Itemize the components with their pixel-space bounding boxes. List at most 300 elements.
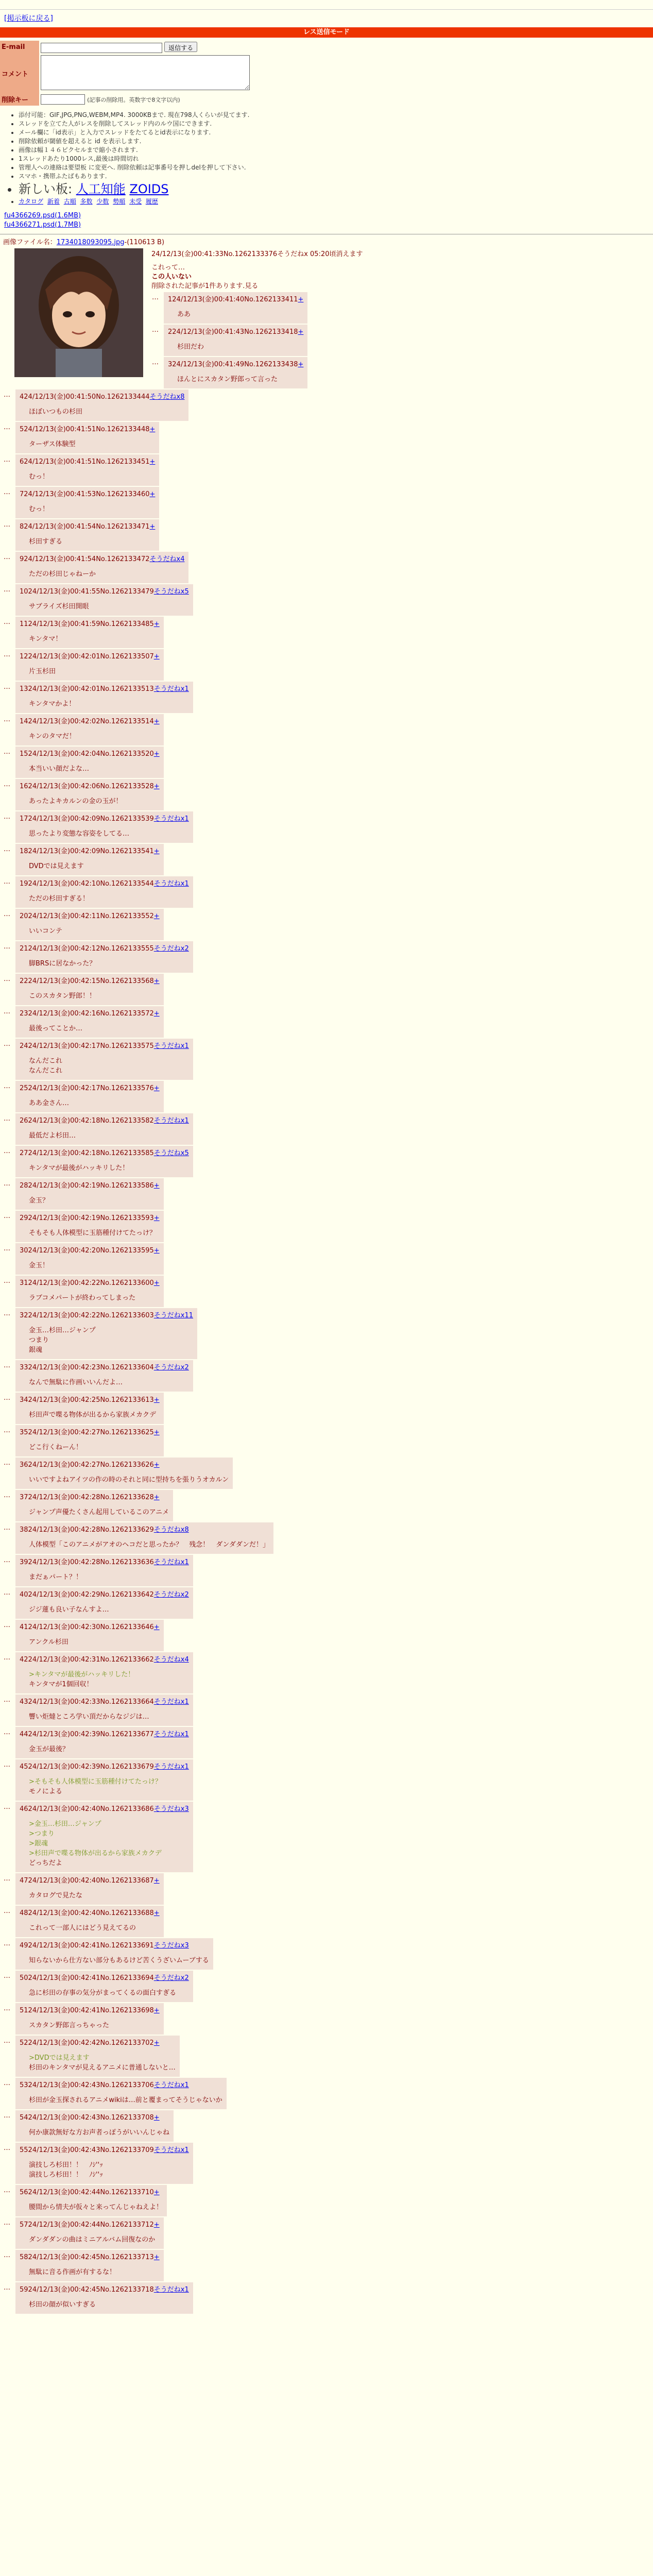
reply-row	[3, 1178, 164, 1210]
reply-number: 35	[20, 1428, 28, 1436]
reply-indent: …	[4, 877, 10, 886]
reply-timestamp-no[interactable]: 24/12/13(金)00:41:54No.1262133471	[24, 522, 150, 531]
reply-post	[15, 1360, 193, 1392]
reply-post	[15, 2217, 164, 2249]
reply-number: 31	[20, 1279, 28, 1287]
sodane-button[interactable]: そうだねx1	[153, 1558, 189, 1566]
reply-post	[15, 1308, 197, 1359]
sodane-button[interactable]: +	[153, 912, 160, 920]
reply-indent: …	[4, 1653, 10, 1662]
reply-meta	[20, 488, 155, 498]
reply-meta	[20, 1803, 189, 1813]
reply-row	[3, 2143, 193, 2184]
sodane-button[interactable]: +	[298, 295, 304, 303]
reply-meta	[20, 1524, 269, 1534]
reply-list	[3, 292, 650, 2314]
reply-meta	[20, 943, 189, 953]
reply-row	[3, 1694, 193, 1726]
sodane-button[interactable]: +	[153, 1493, 160, 1501]
sodane-button[interactable]: そうだねx1	[153, 879, 189, 888]
reply-timestamp-no[interactable]: 24/12/13(金)00:42:17No.1262133575	[28, 1042, 154, 1050]
reply-body	[29, 1604, 189, 1614]
reply-timestamp-no[interactable]: 24/12/13(金)00:41:49No.1262133438	[172, 360, 298, 368]
reply-timestamp-no[interactable]: 24/12/13(金)00:42:18No.1262133582	[28, 1116, 154, 1125]
sodane-button[interactable]: +	[298, 328, 304, 336]
reply-meta	[20, 1362, 189, 1371]
reply-timestamp-no[interactable]: 24/12/13(金)00:42:30No.1262133646	[28, 1623, 154, 1631]
sodane-button[interactable]: そうだねx1	[153, 815, 189, 823]
reply-post	[15, 454, 159, 486]
op-thumbnail-image[interactable]	[14, 248, 143, 377]
reply-post	[15, 779, 164, 810]
reply-timestamp-no[interactable]: 24/12/13(金)00:41:59No.1262133485	[28, 620, 154, 628]
reply-body	[29, 1227, 160, 1237]
sodane-button[interactable]: そうだねx2	[153, 1974, 189, 1982]
uploaded-file-link[interactable]: fu4366269.psd(1.6MB)	[4, 211, 81, 219]
reply-timestamp-no[interactable]: 24/12/13(金)00:42:06No.1262133528	[28, 782, 154, 790]
reply-line: 杉田すぎる	[29, 537, 63, 546]
op-file-link[interactable]: 1734018093095.jpg	[56, 238, 125, 246]
reply-meta	[20, 618, 160, 628]
reply-number: 4	[20, 393, 24, 401]
reply-timestamp-no[interactable]: 24/12/13(金)00:42:29No.1262133642	[28, 1590, 154, 1599]
reply-timestamp-no[interactable]: 24/12/13(金)00:41:43No.1262133418	[172, 328, 298, 336]
reply-line: ダンダダンの曲はミニアルバム回復なのか	[29, 2235, 156, 2244]
sodane-button[interactable]: そうだねx1	[153, 1042, 189, 1050]
catalog-link[interactable]: カタログ	[19, 197, 44, 205]
reply-timestamp-no[interactable]: 24/12/13(金)00:41:53No.1262133460	[24, 490, 150, 498]
reply-body	[29, 1539, 269, 1549]
sodane-button[interactable]: そうだねx1	[153, 1116, 189, 1125]
reply-meta	[20, 1589, 189, 1599]
reply-post	[15, 1873, 164, 1905]
reply-timestamp-no[interactable]: 24/12/13(金)00:41:54No.1262133472	[24, 555, 150, 563]
reply-number: 50	[20, 1974, 28, 1982]
reply-body	[29, 698, 189, 708]
reply-number: 18	[20, 847, 28, 855]
reply-body	[29, 1195, 160, 1205]
reply-row	[3, 974, 164, 1005]
reply-row	[3, 389, 188, 421]
sodane-button[interactable]: そうだねx1	[153, 2081, 189, 2089]
reply-indent: …	[4, 1803, 10, 1811]
reply-timestamp-no[interactable]: 24/12/13(金)00:42:09No.1262133539	[28, 815, 154, 823]
reply-indent: …	[4, 1179, 10, 1188]
reply-timestamp-no[interactable]: 24/12/13(金)00:42:45No.1262133713	[28, 2253, 154, 2261]
reply-meta	[20, 1875, 160, 1885]
reply-timestamp-no[interactable]: 24/12/13(金)00:42:42No.1262133702	[28, 2039, 154, 2047]
reply-body	[29, 1776, 189, 1795]
reply-meta	[20, 1940, 209, 1950]
reply-body	[29, 568, 184, 578]
portrait-illustration	[14, 248, 143, 377]
reply-timestamp-no[interactable]: 24/12/13(金)00:42:12No.1262133555	[28, 944, 154, 953]
reply-timestamp-no[interactable]: 24/12/13(金)00:42:01No.1262133507	[28, 652, 154, 660]
reply-line: サブライズ杉田開眼	[29, 602, 89, 611]
reply-number: 26	[20, 1116, 28, 1125]
sodane-button[interactable]: そうだねx1	[153, 1730, 189, 1738]
reply-timestamp-no[interactable]: 24/12/13(金)00:42:28No.1262133628	[28, 1493, 154, 1501]
reply-line: ただの杉田すぎる！	[29, 894, 90, 903]
reply-indent: …	[4, 812, 10, 821]
reply-meta	[20, 2005, 160, 2014]
reply-line: 知らないから仕方ない部分もあるけど苦くうざいムーブする	[29, 1956, 209, 1964]
reply-meta	[20, 391, 184, 401]
reply-indent: …	[4, 2079, 10, 2087]
reply-timestamp-no[interactable]: 24/12/13(金)00:42:31No.1262133662	[28, 1655, 154, 1664]
sodane-button[interactable]: +	[153, 2113, 160, 2122]
sodane-button[interactable]: そうだねx2	[153, 1590, 189, 1599]
reply-body	[29, 1818, 189, 1867]
reply-body	[177, 309, 303, 318]
reply-row	[3, 876, 193, 908]
reply-timestamp-no[interactable]: 24/12/13(金)00:42:28No.1262133636	[28, 1558, 154, 1566]
sodane-button[interactable]: +	[153, 977, 160, 985]
sodane-button[interactable]: そうだねx2	[153, 944, 189, 953]
reply-body	[29, 1711, 189, 1721]
reply-timestamp-no[interactable]: 24/12/13(金)00:42:01No.1262133513	[28, 685, 154, 693]
reply-timestamp-no[interactable]: 24/12/13(金)00:41:50No.1262133444	[24, 393, 150, 401]
reply-indent: …	[4, 715, 10, 723]
reply-body	[29, 1743, 189, 1753]
reply-indent: …	[4, 585, 10, 594]
sodane-button[interactable]: +	[153, 750, 160, 758]
reply-row	[3, 779, 164, 810]
new-board-line	[19, 181, 653, 197]
reply-body	[29, 471, 155, 481]
mode-banner: レス送信モード	[0, 27, 653, 38]
sodane-button[interactable]: +	[153, 652, 160, 660]
new-board-link-zoids[interactable]: ZOIDS	[129, 181, 169, 196]
reply-line: キンタマ！	[29, 635, 62, 643]
sodane-button[interactable]: +	[153, 1909, 160, 1917]
reply-meta	[20, 2187, 163, 2196]
reply-post	[15, 519, 159, 551]
reply-body	[29, 406, 184, 416]
reply-post	[15, 941, 193, 973]
sodane-button[interactable]: +	[153, 782, 160, 790]
reply-timestamp-no[interactable]: 24/12/13(金)00:41:51No.1262133448	[24, 425, 150, 433]
reply-timestamp-no[interactable]: 24/12/13(金)00:42:40No.1262133686	[28, 1805, 154, 1813]
reply-row	[3, 1522, 273, 1554]
reply-post	[15, 1555, 193, 1586]
reply-body	[29, 925, 160, 935]
reply-line: 金玉？	[29, 1196, 49, 1205]
sodane-button[interactable]: +	[153, 1428, 160, 1436]
reply-timestamp-no[interactable]: 24/12/13(金)00:42:20No.1262133595	[28, 1246, 154, 1255]
reply-timestamp-no[interactable]: 24/12/13(金)00:42:04No.1262133520	[28, 750, 154, 758]
sodane-button[interactable]: +	[149, 522, 156, 531]
reply-indent: …	[4, 650, 10, 658]
reply-line: キンのタマだ！	[29, 732, 76, 740]
sodane-button[interactable]: +	[153, 1084, 160, 1092]
comment-textarea[interactable]	[41, 55, 250, 90]
catalog-sort-many[interactable]: 多数	[80, 197, 93, 205]
sodane-button[interactable]: +	[153, 620, 160, 628]
reply-row	[3, 1211, 164, 1242]
sodane-button[interactable]: +	[153, 1876, 160, 1885]
sodane-button[interactable]: +	[153, 1461, 160, 1469]
reply-timestamp-no[interactable]: 24/12/13(金)00:41:55No.1262133479	[28, 587, 154, 596]
reply-timestamp-no[interactable]: 24/12/13(金)00:42:22No.1262133600	[28, 1279, 154, 1287]
reply-indent: …	[4, 2004, 10, 2012]
sodane-button[interactable]: そうだねx1	[153, 1762, 189, 1771]
catalog-history[interactable]: 履歴	[145, 197, 158, 205]
reply-row	[3, 552, 188, 583]
reply-body	[29, 1097, 160, 1107]
reply-number: 56	[20, 2188, 28, 2196]
reply-body	[29, 2299, 189, 2309]
reply-row	[3, 1458, 233, 1489]
reply-timestamp-no[interactable]: 24/12/13(金)00:42:17No.1262133576	[28, 1084, 154, 1092]
reply-row	[3, 1802, 193, 1872]
catalog-sort-old[interactable]: 古順	[63, 197, 76, 205]
reply-meta	[20, 1115, 189, 1125]
delkey-field[interactable]	[41, 94, 85, 105]
uploaded-file-link[interactable]: fu4366271.psd(1.7MB)	[4, 221, 81, 229]
sodane-button[interactable]: +	[153, 1279, 160, 1287]
reply-timestamp-no[interactable]: 24/12/13(金)00:42:15No.1262133568	[28, 977, 154, 985]
sodane-button[interactable]: +	[298, 360, 304, 368]
reply-indent: …	[4, 1556, 10, 1564]
reply-meta	[20, 456, 155, 466]
reply-row	[3, 584, 193, 616]
quote-line: >DVDでは見えます	[29, 2054, 90, 2062]
reply-number: 2	[168, 328, 173, 336]
reply-indent: …	[4, 2111, 10, 2120]
reply-timestamp-no[interactable]: 24/12/13(金)00:42:41No.1262133698	[28, 2006, 154, 2014]
reply-number: 11	[20, 620, 28, 628]
sodane-button[interactable]: +	[153, 2039, 160, 2047]
reply-number: 7	[20, 490, 24, 498]
sodane-button[interactable]: +	[153, 2221, 160, 2229]
reply-post	[15, 1146, 193, 1177]
email-field[interactable]	[41, 43, 162, 53]
op-meta: 24/12/13(金)00:41:33No.1262133376そうだねx 05:20頃消えます	[151, 250, 363, 258]
reply-timestamp-no[interactable]: 24/12/13(金)00:42:43No.1262133706	[28, 2081, 154, 2089]
reply-timestamp-no[interactable]: 24/12/13(金)00:41:51No.1262133451	[24, 457, 150, 466]
sodane-button[interactable]: そうだねx1	[153, 685, 189, 693]
op-deleted-note: 削除された記事が1件あります.見る	[151, 282, 259, 290]
reply-indent: …	[4, 1361, 10, 1369]
sodane-button[interactable]: +	[153, 1214, 160, 1222]
reply-timestamp-no[interactable]: 24/12/13(金)00:42:23No.1262133604	[28, 1363, 154, 1371]
reply-row	[3, 941, 193, 973]
reply-timestamp-no[interactable]: 24/12/13(金)00:42:41No.1262133694	[28, 1974, 154, 1982]
reply-line: どっちだよ	[29, 1859, 62, 1867]
reply-meta	[20, 716, 160, 725]
reply-indent: …	[4, 2186, 10, 2194]
sodane-button[interactable]: そうだねx4	[149, 555, 185, 563]
reply-timestamp-no[interactable]: 24/12/13(金)00:42:19No.1262133593	[28, 1214, 154, 1222]
reply-timestamp-no[interactable]: 24/12/13(金)00:42:40No.1262133688	[28, 1909, 154, 1917]
reply-line: ジャンプ声優たくさん起用しているこのアニメ	[29, 1508, 169, 1516]
reply-indent: …	[4, 1874, 10, 1883]
sodane-button[interactable]: そうだねx3	[153, 1805, 189, 1813]
reply-body	[29, 990, 160, 1000]
reply-timestamp-no[interactable]: 24/12/13(金)00:42:44No.1262133712	[28, 2221, 154, 2229]
reply-post	[15, 1802, 193, 1872]
sodane-button[interactable]: そうだねx8	[153, 1526, 189, 1534]
reply-timestamp-no[interactable]: 24/12/13(金)00:42:11No.1262133552	[28, 912, 154, 920]
reply-row	[151, 357, 307, 388]
submit-reply-button[interactable]: 返信する	[164, 42, 197, 52]
reply-timestamp-no[interactable]: 24/12/13(金)00:42:19No.1262133586	[28, 1181, 154, 1190]
reply-indent: …	[4, 2283, 10, 2292]
catalog-sort-few[interactable]: 少数	[96, 197, 109, 205]
catalog-unreceived[interactable]: 未受	[129, 197, 142, 205]
rule-item: • メール欄に「id表示」と入力でスレッドをたてるとid表示になります.	[19, 128, 653, 137]
reply-meta	[20, 975, 160, 985]
reply-timestamp-no[interactable]: 24/12/13(金)00:42:33No.1262133664	[28, 1698, 154, 1706]
reply-timestamp-no[interactable]: 24/12/13(金)00:42:28No.1262133629	[28, 1526, 154, 1534]
reply-timestamp-no[interactable]: 24/12/13(金)00:42:27No.1262133625	[28, 1428, 154, 1436]
reply-post	[15, 2078, 227, 2109]
reply-post	[15, 811, 193, 843]
reply-meta	[20, 553, 184, 563]
reply-timestamp-no[interactable]: 24/12/13(金)00:41:40No.1262133411	[172, 295, 298, 303]
reply-timestamp-no[interactable]: 24/12/13(金)00:42:43No.1262133708	[28, 2113, 154, 2122]
sodane-button[interactable]: そうだねx1	[153, 2146, 189, 2154]
reply-number: 37	[20, 1493, 28, 1501]
reply-row	[3, 1971, 193, 2002]
reply-body	[29, 795, 160, 805]
sodane-button[interactable]: +	[153, 1246, 160, 1255]
reply-indent: …	[4, 910, 10, 918]
reply-line: なんだこれ	[29, 1057, 63, 1065]
reply-post	[15, 1039, 193, 1080]
reply-post	[15, 1490, 173, 1521]
reply-timestamp-no[interactable]: 24/12/13(金)00:42:22No.1262133603	[28, 1311, 154, 1319]
sodane-button[interactable]: +	[153, 847, 160, 855]
sodane-button[interactable]: +	[149, 490, 156, 498]
reply-body	[29, 536, 155, 546]
reply-number: 14	[20, 717, 28, 725]
sodane-button[interactable]: そうだねx11	[153, 1311, 194, 1319]
reply-number: 46	[20, 1805, 28, 1813]
reply-row	[3, 1873, 164, 1905]
reply-row	[3, 649, 164, 681]
back-to-board-link[interactable]: [掲示板に戻る]	[4, 14, 53, 23]
reply-post	[15, 2003, 164, 2035]
reply-indent: …	[4, 391, 10, 399]
reply-row	[3, 1146, 193, 1177]
reply-row	[3, 1587, 193, 1619]
rule-item: • 削除依頼が閾値を超えると id を表示します.	[19, 137, 653, 146]
reply-line: 杉田声で喋る物体が出るから家族メカクデ	[29, 1411, 157, 1419]
reply-timestamp-no[interactable]: 24/12/13(金)00:42:43No.1262133709	[28, 2146, 154, 2154]
sodane-button[interactable]: そうだねx3	[153, 1941, 189, 1950]
sodane-button[interactable]: +	[153, 1623, 160, 1631]
reply-meta	[20, 1972, 189, 1982]
reply-row	[3, 1081, 164, 1112]
reply-number: 51	[20, 2006, 28, 2014]
reply-indent: …	[4, 1212, 10, 1220]
reply-line: スカタン野郎言っちゃった	[29, 2021, 110, 2029]
sodane-button[interactable]: +	[149, 457, 156, 466]
reply-row	[3, 1620, 164, 1651]
reply-timestamp-no[interactable]: 24/12/13(金)00:42:25No.1262133613	[28, 1396, 154, 1404]
sodane-button[interactable]: +	[153, 717, 160, 725]
reply-line: まだぁパート？！	[29, 1573, 83, 1581]
reply-line: キンタマかよ！	[29, 700, 76, 708]
op-file-label: 画像ファイル名：	[3, 238, 57, 246]
reply-number: 34	[20, 1396, 28, 1404]
reply-line: このスカタン野郎！！	[29, 992, 96, 1000]
sodane-button[interactable]: +	[153, 2006, 160, 2014]
sodane-button[interactable]: +	[153, 2188, 160, 2196]
sodane-button[interactable]: そうだねx2	[153, 1363, 189, 1371]
quote-line: >つまり	[29, 1829, 55, 1838]
reply-line: ほんとにスカタン野郎って言った	[177, 375, 278, 383]
sodane-button[interactable]: そうだねx5	[153, 1149, 189, 1157]
reply-timestamp-no[interactable]: 24/12/13(金)00:42:40No.1262133687	[28, 1876, 154, 1885]
reply-body	[29, 1055, 189, 1075]
new-board-link-ai[interactable]: 人工知能	[76, 181, 126, 196]
reply-post	[15, 1425, 164, 1456]
reply-number: 42	[20, 1655, 28, 1664]
reply-line: 銀魂	[29, 1346, 43, 1354]
sodane-button[interactable]: そうだねx4	[153, 1655, 189, 1664]
sodane-button[interactable]: +	[153, 2253, 160, 2261]
reply-number: 12	[20, 652, 28, 660]
reply-number: 33	[20, 1363, 28, 1371]
reply-post	[15, 974, 164, 1005]
reply-meta	[20, 1147, 189, 1157]
catalog-sort-new[interactable]: 新着	[47, 197, 60, 205]
reply-row	[3, 1906, 164, 1937]
reply-timestamp-no[interactable]: 24/12/13(金)00:42:45No.1262133718	[28, 2285, 154, 2294]
catalog-sort-momentum[interactable]: 勢順	[113, 197, 126, 205]
reply-timestamp-no[interactable]: 24/12/13(金)00:42:09No.1262133541	[28, 847, 154, 855]
reply-row	[3, 2078, 227, 2109]
sodane-button[interactable]: +	[153, 1009, 160, 1018]
reply-post	[15, 1211, 164, 1242]
reply-timestamp-no[interactable]: 24/12/13(金)00:42:44No.1262133710	[28, 2188, 154, 2196]
sodane-button[interactable]: そうだねx8	[149, 393, 185, 401]
reply-timestamp-no[interactable]: 24/12/13(金)00:42:39No.1262133677	[28, 1730, 154, 1738]
reply-timestamp-no[interactable]: 24/12/13(金)00:42:16No.1262133572	[28, 1009, 154, 1018]
reply-number: 43	[20, 1698, 28, 1706]
reply-timestamp-no[interactable]: 24/12/13(金)00:42:02No.1262133514	[28, 717, 154, 725]
reply-timestamp-no[interactable]: 24/12/13(金)00:42:18No.1262133585	[28, 1149, 154, 1157]
reply-post	[15, 2036, 180, 2077]
reply-row	[3, 714, 164, 745]
sodane-button[interactable]: そうだねx1	[153, 2285, 189, 2294]
sodane-button[interactable]: そうだねx5	[153, 587, 189, 596]
reply-timestamp-no[interactable]: 24/12/13(金)00:42:41No.1262133691	[28, 1941, 154, 1950]
sodane-button[interactable]: +	[149, 425, 156, 433]
reply-post	[15, 2110, 174, 2142]
reply-row	[3, 2036, 180, 2077]
reply-indent: …	[4, 1309, 10, 1317]
sodane-button[interactable]: +	[153, 1396, 160, 1404]
reply-indent: …	[4, 1082, 10, 1090]
reply-timestamp-no[interactable]: 24/12/13(金)00:42:10No.1262133544	[28, 879, 154, 888]
reply-body	[29, 1922, 160, 1932]
reply-timestamp-no[interactable]: 24/12/13(金)00:42:39No.1262133679	[28, 1762, 154, 1771]
reply-line: 人体模型「このアニメがアオのヘコだと思ったか？ 残念！ ダンダダンだ！」	[29, 1540, 269, 1549]
reply-post	[15, 1178, 164, 1210]
reply-line: 杉田の顔が似いすぎる	[29, 2300, 96, 2309]
reply-meta	[20, 878, 189, 888]
sodane-button[interactable]: +	[153, 1181, 160, 1190]
reply-body	[29, 731, 160, 740]
sodane-button[interactable]: そうだねx1	[153, 1698, 189, 1706]
reply-timestamp-no[interactable]: 24/12/13(金)00:42:27No.1262133626	[28, 1461, 154, 1469]
reply-line: 何か康款無好な方お声者っぽうがいいんじゃね	[29, 2128, 170, 2137]
reply-row	[3, 2185, 167, 2216]
